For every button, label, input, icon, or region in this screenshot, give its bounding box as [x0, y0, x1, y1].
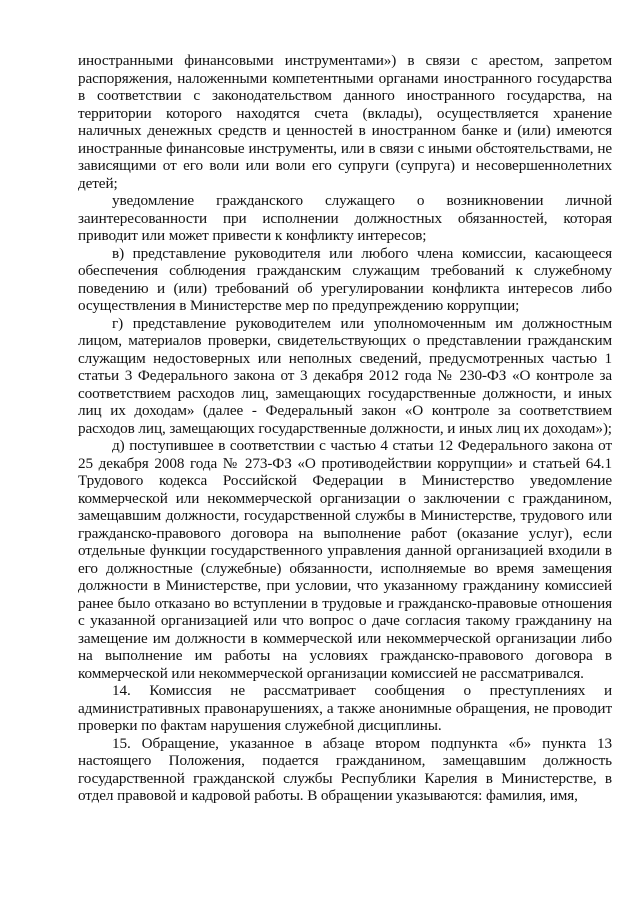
paragraph-notification: уведомление гражданского служащего о возникновении личной заинтересованности при исполнении должностных обязанностей, которая приводит или может привести к конфликту интересов;	[78, 192, 612, 244]
paragraph-item-v: в) представление руководителя или любого члена комиссии, касающееся обеспечения соблюдения гражданским служащим требований к служебному поведению и (или) требований об урегулировании конфликта интересов либо осуществления в Министерстве мер по предупреждению коррупции;	[78, 244, 612, 314]
paragraph-clause-15: 15. Обращение, указанное в абзаце втором подпункта «б» пункта 13 настоящего Положения, подается гражданином, замещавшим должность государственной гражданской службы Республики Карелия в Министерстве, в отдел правовой и кадровой работы. В обращении указываются: фамилия, имя,	[78, 734, 612, 804]
paragraph-continuation: иностранными финансовыми инструментами») в связи с арестом, запретом распоряжения, наложенными компетентными органами иностранного государства в соответствии с законодательством данного иностранного государства, на территории которого находятся счета (вклады), осуществляется хранение наличных денежных средств и ценностей в иностранном банке и (или) имеются иностранные финансовые инструменты, или в связи с иными обстоятельствами, не зависящими от его воли или воли его супруги (супруга) и несовершеннолетних детей;	[78, 52, 612, 192]
paragraph-item-g: г) представление руководителем или уполномоченным им должностным лицом, материалов проверки, свидетельствующих о представлении гражданским служащим недостоверных или неполных сведений, предусмотренных частью 1 статьи 3 Федерального закона от 3 декабря 2012 года № 230-ФЗ «О контроле за соответствием расходов лиц, замещающих государственные должности, и иных лиц их доходам» (далее - Федеральный закон «О контроле за соответствием расходов лиц, замещающих государственные должности, и иных лиц их доходам»);	[78, 314, 612, 437]
paragraph-clause-14: 14. Комиссия не рассматривает сообщения о преступлениях и административных правонарушениях, а также анонимные обращения, не проводит проверки по фактам нарушения служебной дисциплины.	[78, 682, 612, 734]
paragraph-item-d: д) поступившее в соответствии с частью 4 статьи 12 Федерального закона от 25 декабря 2008 года № 273-ФЗ «О противодействии коррупции» и статьей 64.1 Трудового кодекса Российской Федерации в Министерство уведомление коммерческой или некоммерческой организации о заключении с гражданином, замещавшим должности, государственной службы в Министерстве, трудового или гражданско-правового договора на выполнение работ (оказание услуг), если отдельные функции государственного управления данной организацией входили в его должностные (служебные) обязанности, исполняемые во время замещения должности в Министерстве, при условии, что указанному гражданину комиссией ранее было отказано во вступлении в трудовые и гражданско-правовые отношения с указанной организацией или что вопрос о даче согласия такому гражданину на замещение им должности в коммерческой или некоммерческой организации либо на выполнение им работы на условиях гражданско-правового договора в коммерческой или некоммерческой организации комиссией не рассматривался.	[78, 437, 612, 682]
